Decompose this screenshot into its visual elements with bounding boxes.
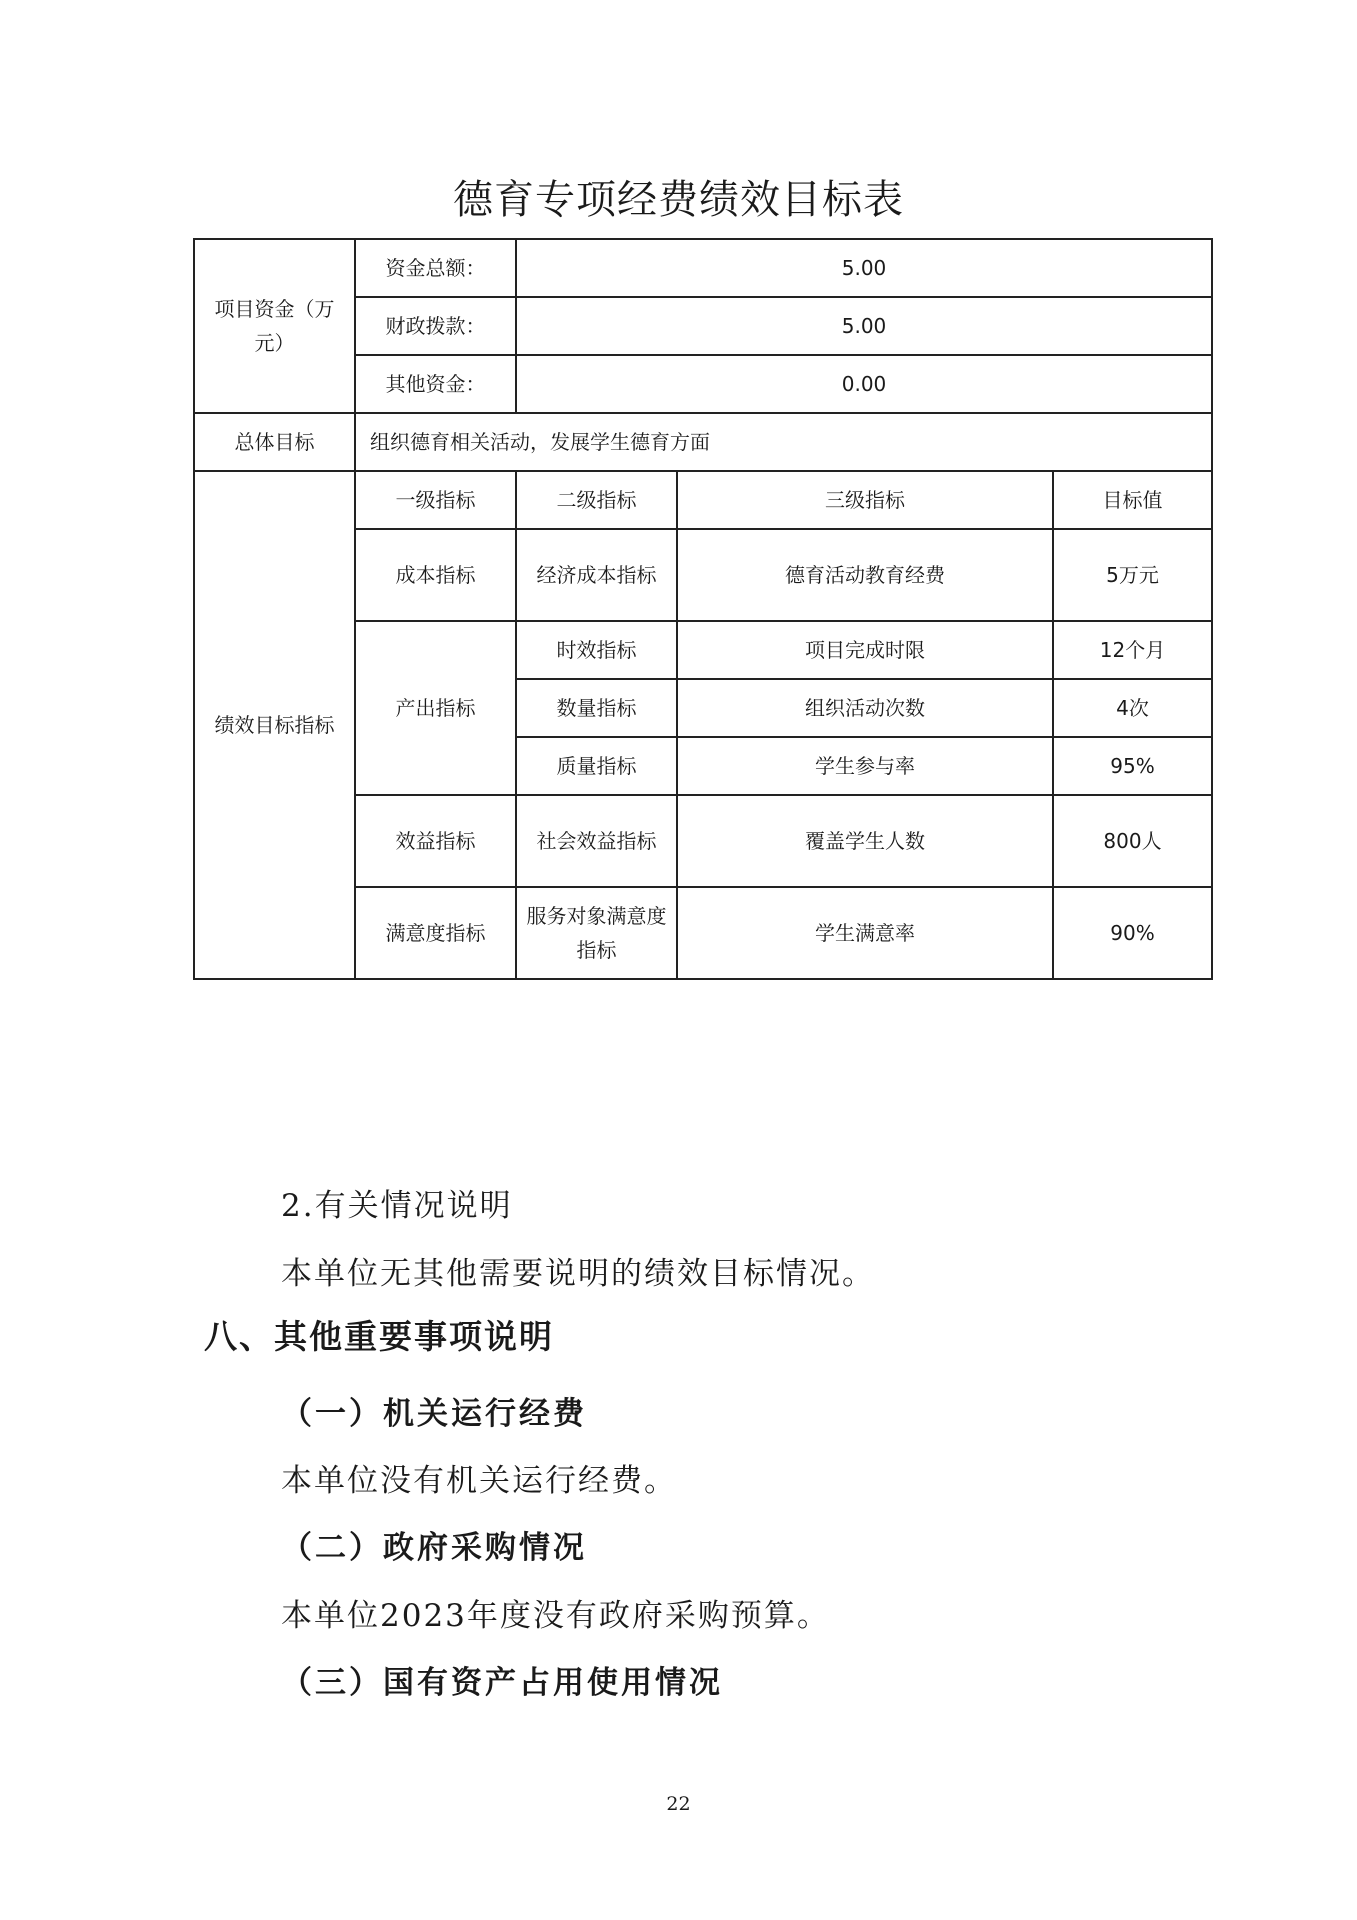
indicators-section-label: 绩效目标指标 [194, 471, 355, 979]
overall-goal-label: 总体目标 [194, 413, 355, 471]
table-row [194, 239, 1212, 297]
level2-cell: 数量指标 [516, 679, 677, 737]
performance-target-table [193, 238, 1213, 980]
fund-total-label: 资金总额： [355, 239, 516, 297]
level1-cell: 产出指标 [355, 621, 516, 795]
header-target: 目标值 [1053, 471, 1212, 529]
page-number: 22 [666, 1793, 691, 1815]
target-cell: 4次 [1053, 679, 1212, 737]
target-cell: 5万元 [1053, 529, 1212, 621]
fund-fiscal-value: 5.00 [516, 297, 1212, 355]
target-cell: 800人 [1053, 795, 1212, 887]
level1-cell: 满意度指标 [355, 887, 516, 979]
level2-cell: 经济成本指标 [516, 529, 677, 621]
level3-cell: 组织活动次数 [677, 679, 1053, 737]
sub-heading-1: （一）机关运行经费 [281, 1396, 587, 1432]
header-level3: 三级指标 [677, 471, 1053, 529]
fund-fiscal-label: 财政拨款： [355, 297, 516, 355]
fund-other-value: 0.00 [516, 355, 1212, 413]
sub-heading-2: （二）政府采购情况 [281, 1530, 587, 1566]
table-row [194, 471, 1212, 529]
paragraph-sub-1: 本单位没有机关运行经费。 [281, 1463, 677, 1499]
target-cell: 95% [1053, 737, 1212, 795]
level3-cell: 德育活动教育经费 [677, 529, 1053, 621]
paragraph-sub-2: 本单位2023年度没有政府采购预算。 [281, 1598, 830, 1634]
sub-heading-3: （三）国有资产占用使用情况 [281, 1665, 723, 1701]
target-cell: 12个月 [1053, 621, 1212, 679]
header-level1: 一级指标 [355, 471, 516, 529]
paragraph-2: 本单位无其他需要说明的绩效目标情况。 [281, 1256, 875, 1292]
level1-cell: 效益指标 [355, 795, 516, 887]
section-8-heading: 八、其他重要事项说明 [204, 1317, 554, 1356]
target-cell: 90% [1053, 887, 1212, 979]
level3-cell: 学生满意率 [677, 887, 1053, 979]
level2-cell: 社会效益指标 [516, 795, 677, 887]
level3-cell: 项目完成时限 [677, 621, 1053, 679]
level3-cell: 学生参与率 [677, 737, 1053, 795]
subheading-2: 2.有关情况说明 [281, 1188, 513, 1224]
level1-cell: 成本指标 [355, 529, 516, 621]
level2-cell: 时效指标 [516, 621, 677, 679]
table-title: 德育专项经费绩效目标表 [453, 177, 904, 223]
level3-cell: 覆盖学生人数 [677, 795, 1053, 887]
fund-other-label: 其他资金： [355, 355, 516, 413]
header-level2: 二级指标 [516, 471, 677, 529]
funding-label: 项目资金（万元） [194, 239, 355, 413]
overall-goal-value: 组织德育相关活动，发展学生德育方面 [355, 413, 1212, 471]
fund-total-value: 5.00 [516, 239, 1212, 297]
table-row [194, 413, 1212, 471]
level2-cell: 质量指标 [516, 737, 677, 795]
level2-cell: 服务对象满意度指标 [516, 887, 677, 979]
